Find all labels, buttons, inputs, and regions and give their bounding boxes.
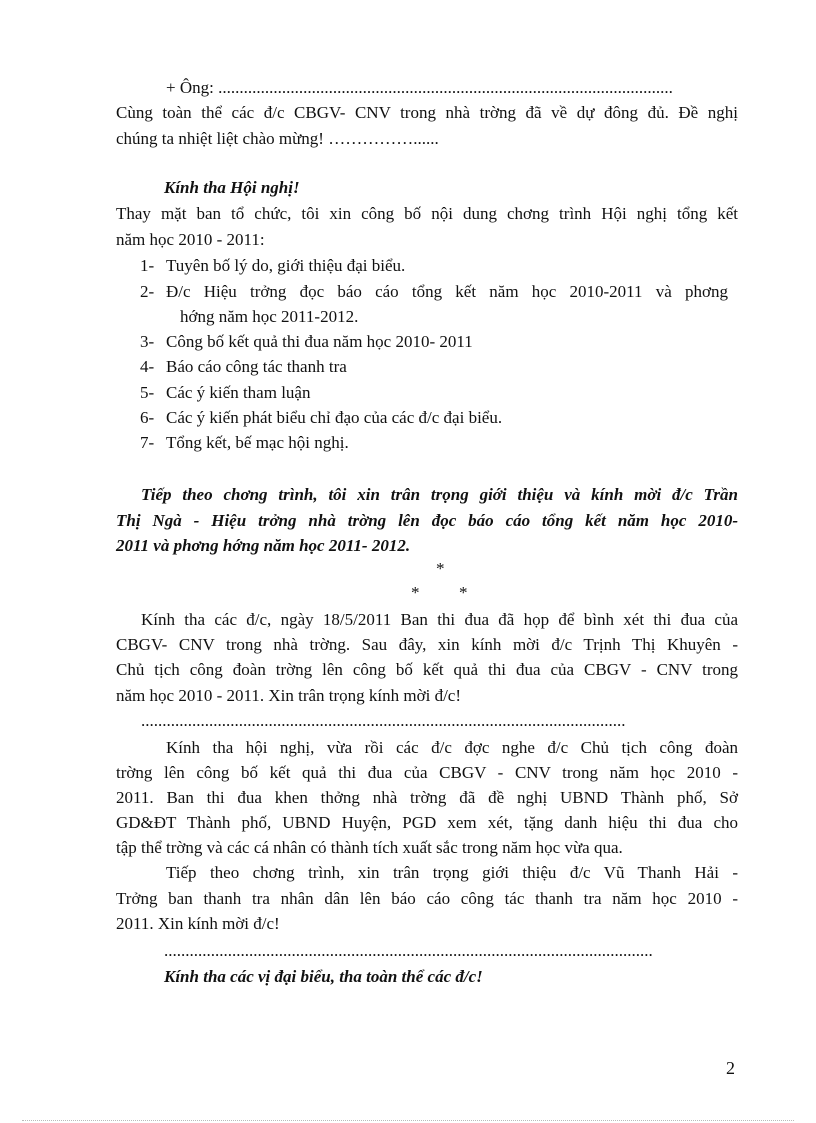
agenda-number: 6- — [140, 408, 155, 427]
agenda-item: Đ/c Hiệu trởng đọc báo cáo tổng kết năm học 2010-2011 và phơng — [166, 282, 728, 301]
agenda-item: Các ý kiến tham luận — [166, 383, 311, 402]
paragraph-line: Cùng toàn thể các đ/c CBGV- CNV trong nhà trờng đã về dự đông đủ. Đề nghị — [116, 103, 738, 122]
paragraph-line: trờng lên công bố kết quả thi đua của CBGV - CNV trong năm học 2010 - — [116, 763, 738, 782]
paragraph-line: Kính tha hội nghị, vừa rồi các đ/c đợc nghe đ/c Chủ tịch công đoàn — [166, 738, 738, 757]
agenda-item: Các ý kiến phát biểu chỉ đạo của các đ/c đại biểu. — [166, 408, 503, 427]
paragraph-line: CBGV- CNV trong nhà trờng. Sau đây, xin kính mời đ/c Trịnh Thị Khuyên - — [116, 635, 738, 654]
paragraph-line: Chủ tịch công đoàn trờng lên công bố kết quả thi đua của CBGV - CNV trong — [116, 660, 738, 679]
paragraph-line: tập thể trờng và các cá nhân có thành tích xuất sắc trong năm học vừa qua. — [116, 838, 623, 857]
separator-star: * — [459, 583, 468, 602]
agenda-number: 7- — [140, 433, 155, 452]
agenda-item: Tuyên bố lý do, giới thiệu đại biểu. — [166, 256, 406, 275]
separator-star: * — [411, 583, 420, 602]
agenda-number: 5- — [140, 383, 155, 402]
paragraph-line: GD&ĐT Thành phố, UBND Huyện, PGD xem xét, tặng danh hiệu thi đua cho — [116, 813, 738, 832]
paragraph-line: Kính tha các đ/c, ngày 18/5/2011 Ban thi đua đã họp để bình xét thi đua của — [141, 610, 738, 629]
paragraph-line: Tiếp theo chơng trình, xin trân trọng giới thiệu đ/c Vũ Thanh Hải - — [166, 863, 738, 882]
paragraph-line: Thay mặt ban tổ chức, tôi xin công bố nội dung chơng trình Hội nghị tổng kết — [116, 204, 738, 223]
paragraph-line: năm học 2010 - 2011: — [116, 230, 265, 249]
agenda-number: 1- — [140, 256, 155, 275]
paragraph-line: 2011. Xin kính mời đ/c! — [116, 914, 280, 933]
dotted-line: .................................................................................................................. — [141, 711, 626, 730]
dotted-line: ................................................................................................................... — [164, 941, 653, 960]
agenda-number: 2- — [140, 282, 155, 301]
separator-star: * — [436, 559, 445, 578]
greeting-heading: Kính tha Hội nghị! — [164, 178, 300, 197]
paragraph-line: năm học 2010 - 2011. Xin trân trọng kính mời đ/c! — [116, 686, 461, 705]
page-bottom-divider — [22, 1120, 794, 1121]
page-number: 2 — [726, 1058, 735, 1078]
closing-greeting: Kính tha các vị đại biểu, tha toàn thể các đ/c! — [164, 967, 483, 986]
honoree-line: + Ông: ........................................................................................................... — [166, 78, 673, 97]
bold-paragraph-line: Tiếp theo chơng trình, tôi xin trân trọng giới thiệu và kính mời đ/c Trần — [141, 485, 738, 504]
agenda-item: Báo cáo công tác thanh tra — [166, 357, 347, 376]
agenda-item-continued: hớng năm học 2011-2012. — [180, 307, 359, 326]
bold-paragraph-line: 2011 và phơng hớng năm học 2011- 2012. — [116, 536, 411, 555]
agenda-number: 4- — [140, 357, 155, 376]
paragraph-line: chúng ta nhiệt liệt chào mừng! ……………...... — [116, 129, 439, 148]
agenda-number: 3- — [140, 332, 155, 351]
paragraph-line: Trởng ban thanh tra nhân dân lên báo cáo công tác thanh tra năm học 2010 - — [116, 889, 738, 908]
bold-paragraph-line: Thị Ngà - Hiệu trởng nhà trờng lên đọc báo cáo tổng kết năm học 2010- — [116, 511, 738, 530]
paragraph-line: 2011. Ban thi đua khen thởng nhà trờng đã đề nghị UBND Thành phố, Sở — [116, 788, 738, 807]
agenda-item: Tổng kết, bế mạc hội nghị. — [166, 433, 349, 452]
agenda-item: Công bố kết quả thi đua năm học 2010- 2011 — [166, 332, 473, 351]
